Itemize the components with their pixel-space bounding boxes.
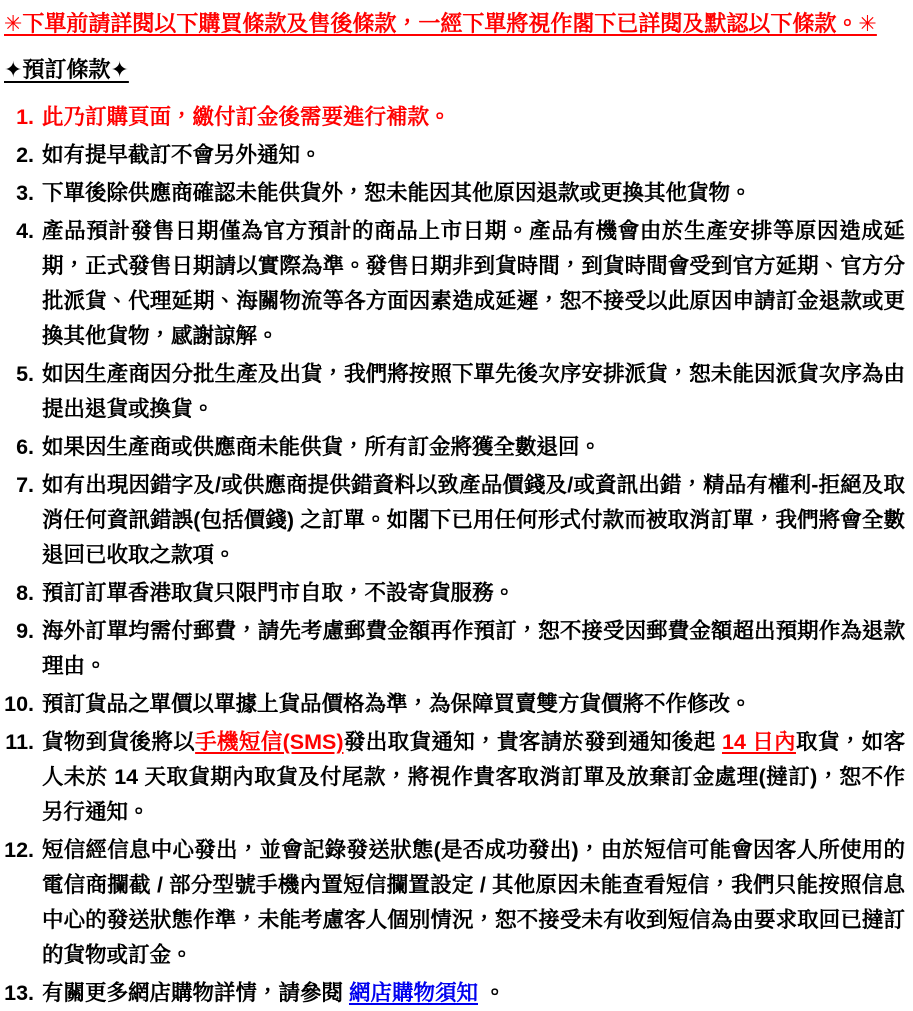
- term-item-7: [4, 468, 905, 573]
- term-number: 3.: [16, 181, 34, 205]
- term-item-5: [4, 357, 905, 427]
- term-item-6: [4, 430, 905, 465]
- term-number: 11.: [5, 730, 34, 754]
- pre-order-notice-banner: ✳下單前請詳閱以下購買條款及售後條款，一經下單將視作閣下已詳閱及默認以下條款。✳: [4, 11, 877, 36]
- term-number: 1.: [16, 105, 34, 129]
- term-text: 短信經信息中心發出，並會記錄發送狀態(是否成功發出)，由於短信可能會因客人所使用的電信商攔截 / 部分型號手機內置短信攔置設定 / 其他原因未能查看短信，我們只能按照信息中心的發送狀態作準，未能考慮客人個別情況，恕不接受未有收到短信為由要求取回已撻訂的貨物或訂金。: [42, 838, 905, 967]
- term-number: 7.: [16, 473, 34, 497]
- term-text: 下單後除供應商確認未能供貨外，恕未能因其他原因退款或更換其他貨物。: [42, 181, 752, 205]
- term-text: 如有出現因錯字及/或供應商提供錯資料以致產品價錢及/或資訊出錯，精品有權利-拒絕及取消任何資訊錯誤(包括價錢) 之訂單。如閣下已用任何形式付款而被取消訂單，我們將會全數退回已收取之款項。: [42, 473, 906, 567]
- term-number: 2.: [16, 143, 34, 167]
- term-text: 此乃訂購頁面，繳付訂金後需要進行補款。: [42, 105, 451, 129]
- term-item-10: [4, 687, 905, 722]
- term-number: 4.: [16, 219, 34, 243]
- highlighted-term-text: 14 日內: [721, 730, 796, 754]
- term-item-11: [4, 725, 905, 830]
- term-text: 貨物到貨後將以: [42, 730, 196, 754]
- term-text: 預訂貨品之單價以單據上貨品價格為準，為保障買賣雙方貨價將不作修改。: [42, 692, 752, 716]
- term-text: 預訂訂單香港取貨只限門市自取，不設寄貨服務。: [42, 581, 516, 605]
- term-text: 產品預計發售日期僅為官方預計的商品上市日期。產品有機會由於生產安排等原因造成延期，正式發售日期請以實際為準。發售日期非到貨時間，到貨時間會受到官方延期、官方分批派貨、代理延期、海關物流等各方面因素造成延遲，恕不接受以此原因申請訂金退款或更換其他貨物，感謝諒解。: [42, 219, 905, 348]
- term-number: 10.: [4, 692, 34, 716]
- term-text: 發出取貨通知，貴客請於發到通知後起: [343, 730, 722, 754]
- term-item-1: [4, 100, 905, 135]
- term-item-9: [4, 614, 905, 684]
- terms-list: [4, 100, 905, 1011]
- term-item-2: [4, 138, 905, 173]
- shop-guide-link[interactable]: 網店購物須知: [348, 981, 478, 1005]
- highlighted-term-text: 手機短信(SMS): [195, 730, 344, 754]
- term-number: 8.: [16, 581, 34, 605]
- term-text: 取貨，如客人未於 14 天取貨期內取貨及付尾款，將視作貴客取消訂單及放棄訂金處理(撻訂)，恕不作另行通知。: [42, 730, 905, 824]
- term-text: 如有提早截訂不會另外通知。: [42, 143, 322, 167]
- term-item-8: [4, 576, 905, 611]
- term-text: 。: [478, 981, 506, 1005]
- term-item-12: [4, 833, 905, 973]
- term-number: 9.: [16, 619, 34, 643]
- section-title-preorder-terms: ✦預訂條款✦: [4, 57, 129, 82]
- term-number: 13.: [4, 981, 34, 1005]
- term-number: 12.: [4, 838, 34, 862]
- term-text: 有關更多網店購物詳情，請參閱: [42, 981, 349, 1005]
- term-text: 如因生產商因分批生產及出貨，我們將按照下單先後次序安排派貨，恕未能因派貨次序為由提出退貨或換貨。: [42, 362, 905, 421]
- term-number: 5.: [16, 362, 34, 386]
- term-item-4: [4, 214, 905, 354]
- term-item-3: [4, 176, 905, 211]
- term-text: 海外訂單均需付郵費，請先考慮郵費金額再作預訂，恕不接受因郵費金額超出預期作為退款理由。: [42, 619, 905, 678]
- term-item-13: [4, 976, 905, 1011]
- term-number: 6.: [16, 435, 34, 459]
- term-text: 如果因生產商或供應商未能供貨，所有訂金將獲全數退回。: [42, 435, 602, 459]
